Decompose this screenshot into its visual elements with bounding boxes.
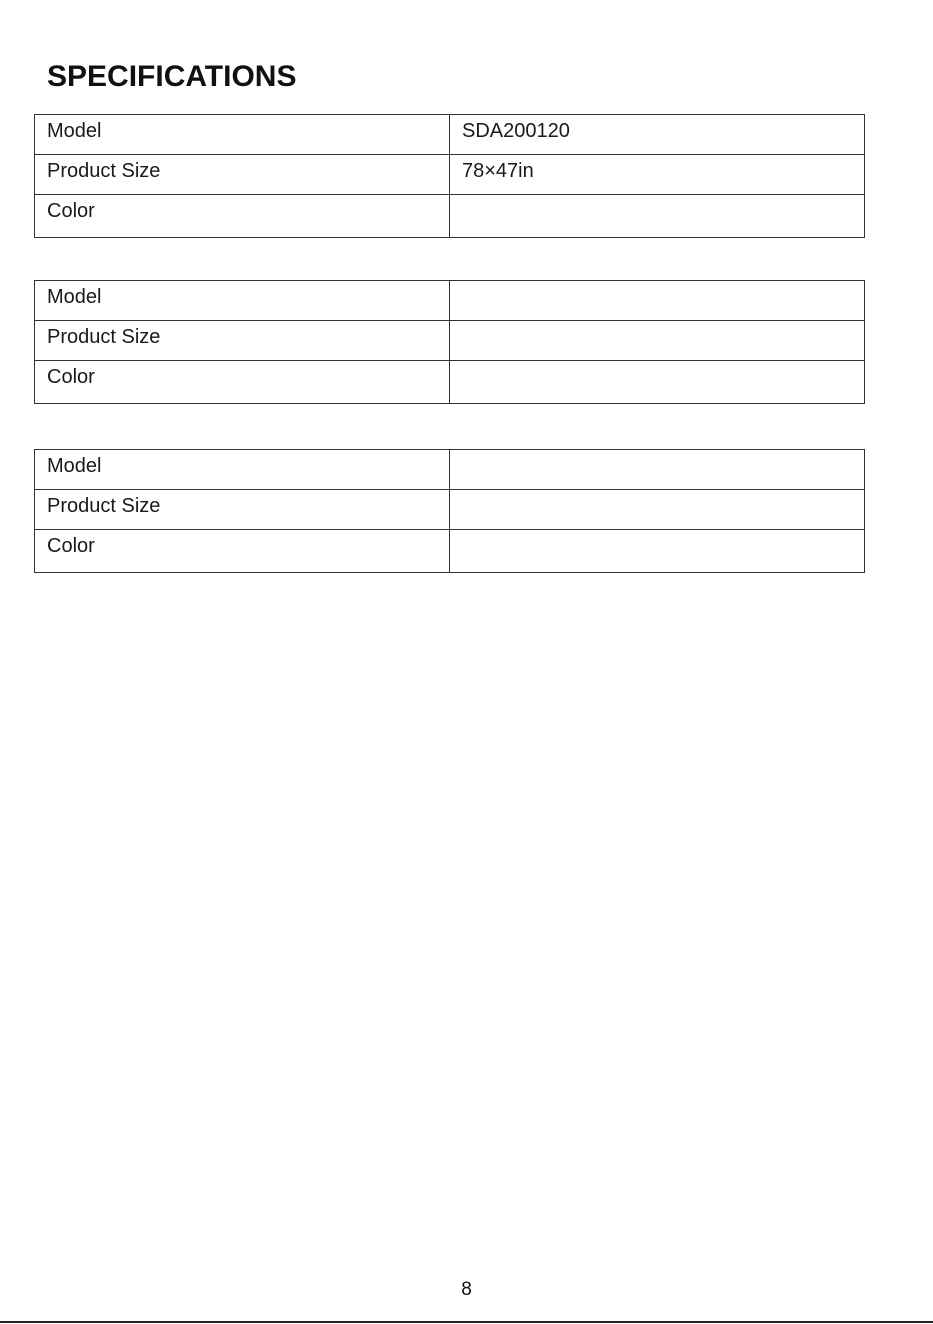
model-label: Model: [35, 115, 450, 155]
table-row: [35, 530, 865, 573]
table-row: [35, 361, 865, 404]
spec-table: [34, 114, 865, 238]
table-row: [35, 115, 865, 155]
spec-table: [34, 449, 865, 573]
spec-table: [34, 280, 865, 404]
table-row: [35, 321, 865, 361]
product-size-value: [450, 321, 865, 361]
model-label: Model: [35, 281, 450, 321]
product-size-value: [450, 490, 865, 530]
model-label: Model: [35, 450, 450, 490]
model-value: SDA200120: [450, 115, 865, 155]
color-label: Color: [35, 195, 450, 238]
product-size-label: Product Size: [35, 321, 450, 361]
table-row: [35, 155, 865, 195]
page-number: 8: [461, 1279, 472, 1300]
model-value: [450, 281, 865, 321]
table-row: [35, 450, 865, 490]
table-row: [35, 490, 865, 530]
product-size-value: 78×47in: [450, 155, 865, 195]
table-row: [35, 281, 865, 321]
product-size-label: Product Size: [35, 490, 450, 530]
color-value: [450, 195, 865, 238]
color-value: [450, 530, 865, 573]
color-label: Color: [35, 361, 450, 404]
product-size-label: Product Size: [35, 155, 450, 195]
color-value: [450, 361, 865, 404]
table-row: [35, 195, 865, 238]
bottom-divider: [0, 1321, 933, 1323]
color-label: Color: [35, 530, 450, 573]
model-value: [450, 450, 865, 490]
page-title: SPECIFICATIONS: [47, 60, 297, 93]
